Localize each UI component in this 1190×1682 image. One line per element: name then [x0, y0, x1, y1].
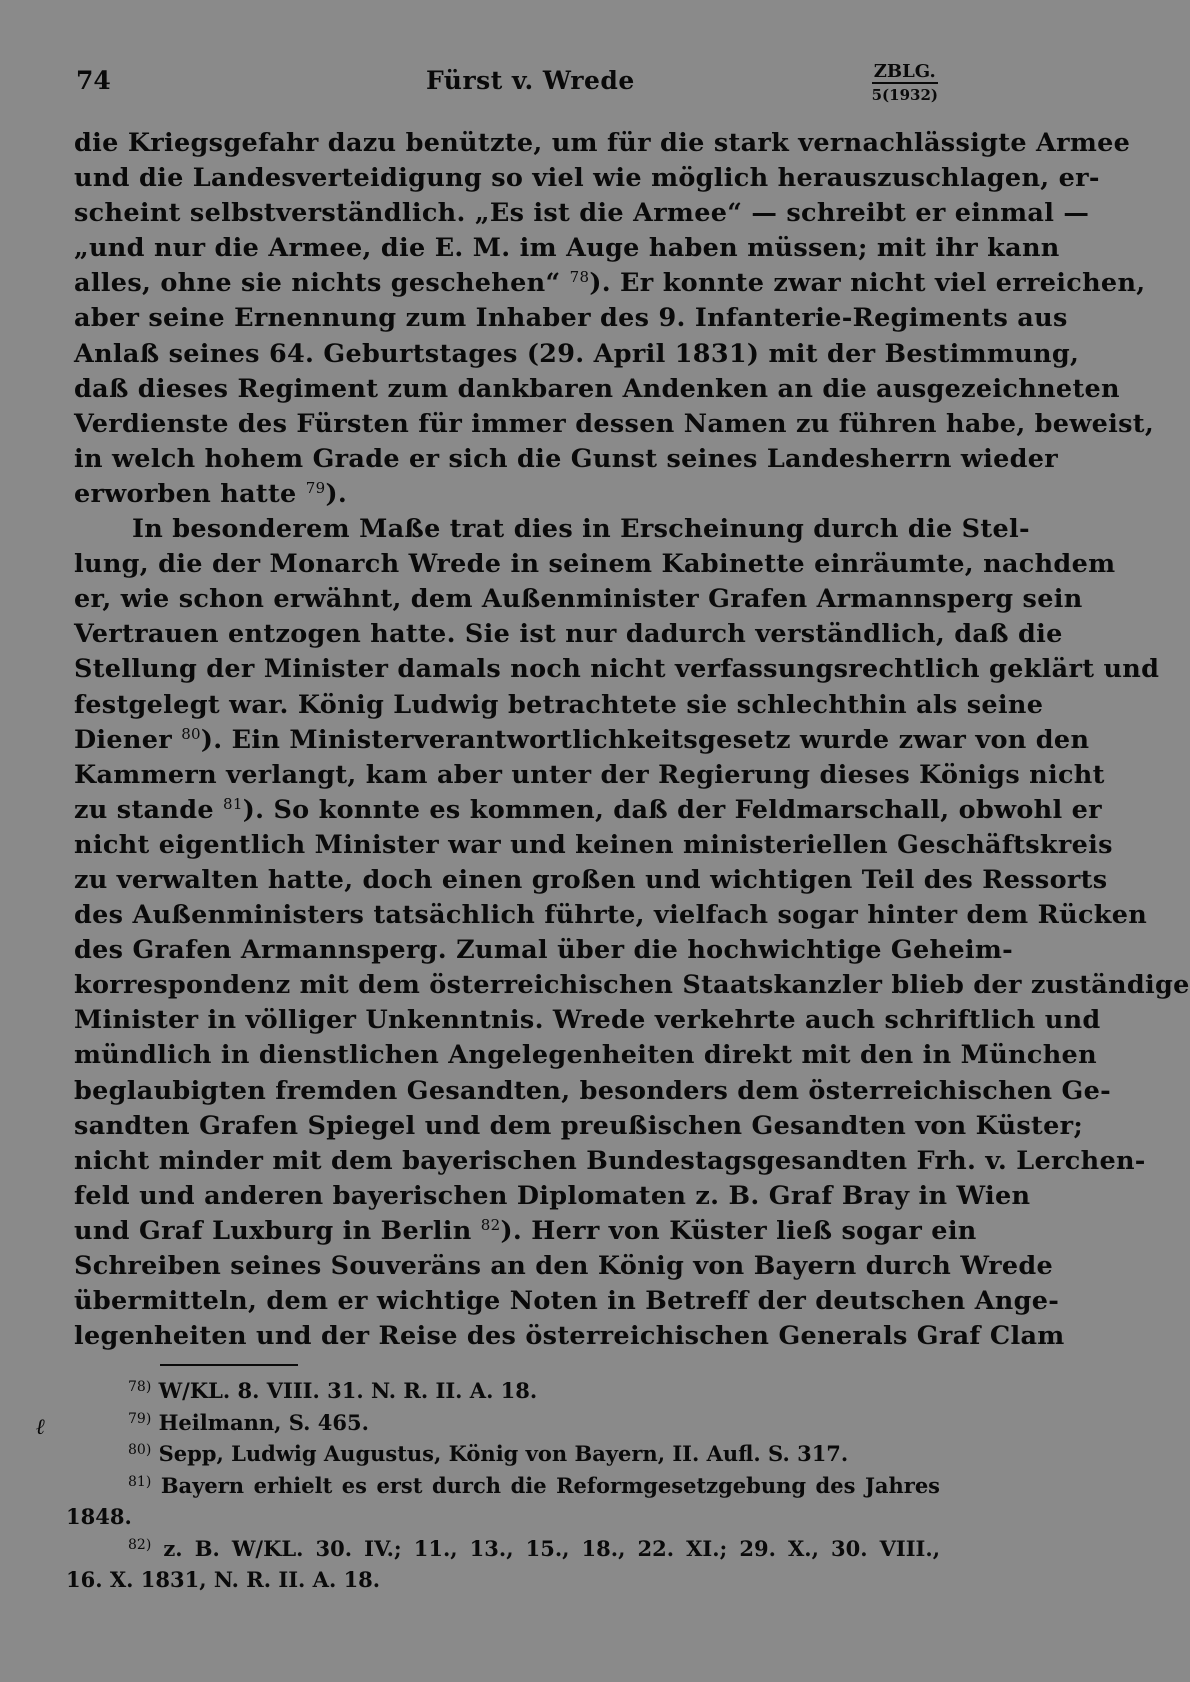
text-segment: erworben hatte: [74, 478, 297, 509]
text-segment: ). Ein Ministerverantwortlichkeitsgesetz wurde zwar von den: [200, 724, 1090, 755]
footnote-divider: [160, 1364, 298, 1366]
text-line: lung, die der Monarch Wrede in seinem Kabinette einräumte, nachdem: [74, 549, 1116, 580]
text-line: zu verwalten hatte, doch einen großen und wichtigen Teil des Ressorts: [74, 864, 1108, 895]
text-line: des Außenministers tatsächlich führte, vielfach sogar hinter dem Rücken: [74, 900, 1148, 931]
footnote: [66, 1533, 940, 1565]
text-line: [74, 266, 1146, 301]
text-line: [74, 793, 1102, 828]
footnote-mark: 80): [128, 1442, 152, 1458]
footnote-mark: 79): [128, 1410, 152, 1427]
text-segment: zu stande: [74, 794, 214, 825]
footnote-mark: 82): [128, 1536, 152, 1553]
text-line: Verdienste des Fürsten für immer dessen Namen zu führen habe, beweist,: [74, 408, 1155, 439]
footnote-continuation: 16. X. 1831, N. R. II. A. 18.: [66, 1567, 381, 1592]
text-line: nicht eigentlich Minister war und keinen ministeriellen Geschäftskreis: [74, 829, 1113, 860]
journal-volume: 5(1932): [871, 86, 938, 104]
text-line: übermitteln, dem er wichtige Noten in Betreff der deutschen Ange-: [74, 1286, 1060, 1317]
journal-reference: [872, 62, 938, 105]
text-line: Minister in völliger Unkenntnis. Wrede verkehrte auch schriftlich und: [74, 1005, 1101, 1036]
footnote: [66, 1407, 940, 1439]
journal-abbrev: ZBLG.: [872, 62, 938, 84]
text-line: festgelegt war. König Ludwig betrachtete sie schlechthin als seine: [74, 689, 1044, 720]
text-line: [74, 477, 946, 512]
text-segment: und Graf Luxburg in Berlin: [74, 1215, 472, 1246]
text-line: legenheiten und der Reise des österreichischen Generals Graf Clam: [74, 1321, 1065, 1352]
footnote-text: W/KL. 8. VIII. 31. N. R. II. A. 18.: [158, 1378, 538, 1403]
footnote: [66, 1438, 940, 1470]
text-line: nicht minder mit dem bayerischen Bundestagsgesandten Frh. v. Lerchen-: [74, 1145, 1146, 1176]
main-text: [74, 126, 1190, 1354]
footnote-ref: 78: [569, 268, 590, 287]
text-line: er, wie schon erwähnt, dem Außenminister Grafen Armannsperg sein: [74, 584, 1083, 615]
footnote-mark: 81): [128, 1473, 152, 1490]
text-segment: alles, ohne sie nichts geschehen“: [74, 268, 561, 299]
footnote-ref: 82: [480, 1215, 501, 1234]
text-line: korrespondenz mit dem österreichischen Staatskanzler blieb der zuständige: [74, 970, 1190, 1001]
text-segment: Diener: [74, 724, 173, 755]
text-line: Vertrauen entzogen hatte. Sie ist nur dadurch verständlich, daß die: [74, 619, 1063, 650]
page-header: [76, 62, 938, 112]
running-title: Fürst v. Wrede: [426, 66, 635, 95]
text-line: Stellung der Minister damals noch nicht verfassungsrechtlich geklärt und: [74, 654, 1160, 685]
text-line: aber seine Ernennung zum Inhaber des 9. Infanterie-Regiments aus: [74, 303, 1068, 334]
footnote-text: Sepp, Ludwig Augustus, König von Bayern, II. Aufl. S. 317.: [158, 1441, 849, 1466]
text-line: scheint selbstverständlich. „Es ist die Armee“ — schreibt er einmal —: [74, 198, 1090, 229]
footnote-text: Bayern erhielt es erst durch die Reformgesetzgebung des Jahres: [160, 1472, 941, 1498]
text-line: sandten Grafen Spiegel und dem preußischen Gesandten von Küster;: [74, 1110, 1084, 1141]
footnote-text: Heilmann, S. 465.: [158, 1409, 369, 1435]
text-segment: ). Herr von Küster ließ sogar ein: [500, 1215, 977, 1246]
text-line: in welch hohem Grade er sich die Gunst seines Landesherrn wieder: [74, 443, 1059, 474]
footnote-ref: 79: [305, 478, 326, 497]
text-line: die Kriegsgefahr dazu benützte, um für die stark vernachlässigte Armee: [74, 128, 1131, 158]
text-line: „und nur die Armee, die E. M. im Auge haben müssen; mit ihr kann: [74, 233, 1060, 264]
text-line: Kammern verlangt, kam aber unter der Regierung dieses Königs nicht: [74, 759, 1105, 790]
text-segment: ). Er konnte zwar nicht viel erreichen,: [589, 268, 1146, 299]
page-number: 74: [76, 66, 111, 95]
text-line: beglaubigten fremden Gesandten, besonders dem österreichischen Ge-: [74, 1075, 1111, 1106]
text-line: Anlaß seines 64. Geburtstages (29. April 1831) mit der Bestimmung,: [74, 338, 1080, 369]
text-line: daß dieses Regiment zum dankbaren Andenken an die ausgezeichneten: [74, 373, 1120, 404]
text-line: des Grafen Armannsperg. Zumal über die hochwichtige Geheim-: [74, 935, 1014, 966]
text-line: [74, 723, 1090, 758]
footnote-text: z. B. W/KL. 30. IV.; 11., 13., 15., 18., 22. XI.; 29. X., 30. VIII.,: [163, 1535, 940, 1561]
footnote-ref: 81: [223, 794, 243, 813]
footnote-ref: 80: [181, 724, 201, 743]
text-line: und die Landesverteidigung so viel wie möglich herauszuschlagen, er-: [74, 163, 1100, 194]
footnote: [66, 1470, 940, 1502]
text-line: Schreiben seines Souveräns an den König von Bayern durch Wrede: [74, 1251, 1054, 1281]
text-line: mündlich in dienstlichen Angelegenheiten direkt mit den in München: [74, 1040, 1097, 1071]
text-segment: ). So konnte es kommen, daß der Feldmarschall, obwohl er: [242, 794, 1102, 825]
footnote-mark: 78): [128, 1379, 152, 1395]
text-line: [74, 1214, 977, 1249]
text-line: In besonderem Maße trat dies in Erscheinung durch die Stel-: [132, 514, 1030, 545]
footnote: [66, 1375, 940, 1407]
text-line: feld und anderen bayerischen Diplomaten z. B. Graf Bray in Wien: [74, 1180, 1031, 1211]
footnotes: [66, 1375, 940, 1596]
margin-annotation: ℓ: [36, 1414, 46, 1440]
text-segment: ).: [325, 478, 347, 509]
footnote-continuation: 1848.: [66, 1504, 132, 1529]
